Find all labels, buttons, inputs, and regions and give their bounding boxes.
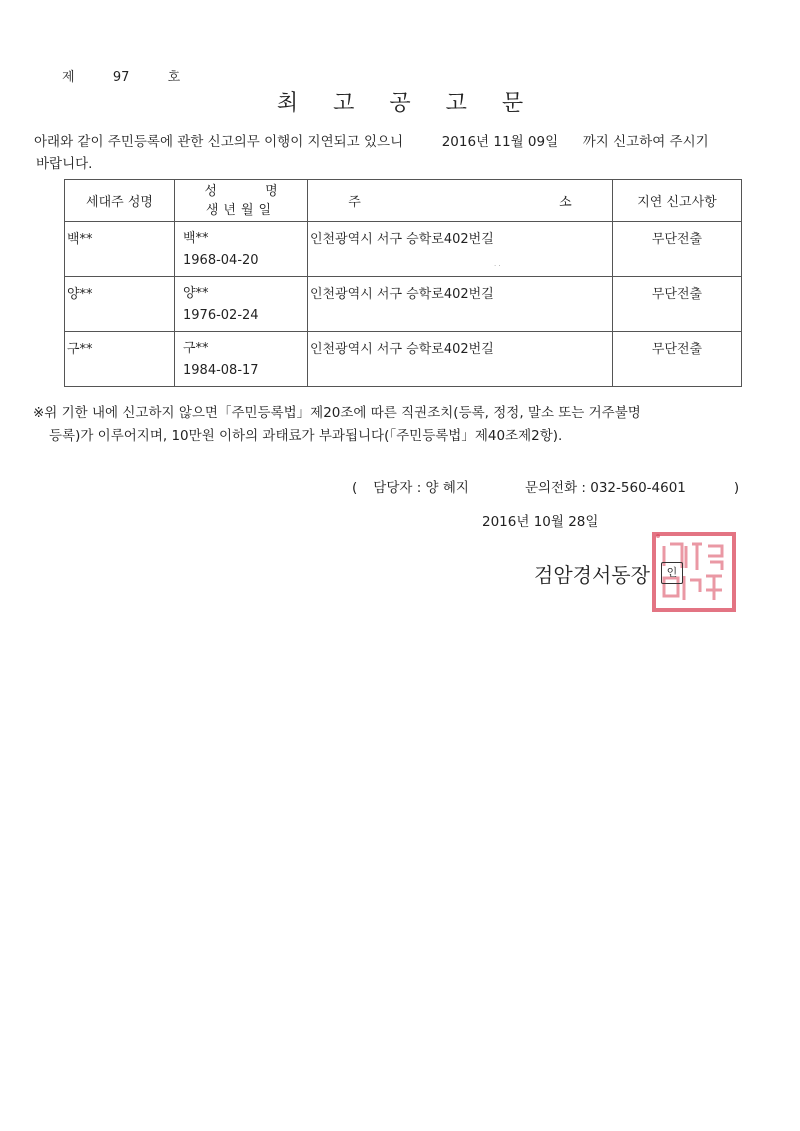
signer-name: 검암경서동장 <box>534 563 650 587</box>
seal-mark: 인 <box>661 562 683 584</box>
header-birth: 생년월일 <box>205 202 277 218</box>
cell-head: 양** <box>65 277 175 332</box>
header-name-birth <box>175 180 308 222</box>
cell-name: 구** <box>183 341 209 356</box>
title-char: 고 <box>333 91 355 116</box>
title-char: 공 <box>389 91 411 116</box>
scan-speck: · · <box>494 262 501 270</box>
header-address-left: 주 <box>348 195 361 210</box>
table-row <box>65 277 742 332</box>
table-row <box>65 332 742 387</box>
header-address <box>308 180 613 222</box>
notice-table <box>64 179 742 387</box>
cell-address: 인천광역시 서구 승학로402번길 <box>308 332 613 387</box>
cell-address: 인천광역시 서구 승학로402번길 <box>308 277 613 332</box>
notice-line-1: ※위 기한 내에 신고하지 않으면「주민등록법」제20조에 따른 직권조치(등록, 정정, 말소 또는 거주불명 <box>33 405 641 421</box>
cell-head: 백** <box>65 222 175 277</box>
contact-manager: 담당자 : 양 혜지 <box>373 480 469 496</box>
cell-address: 인천광역시 서구 승학로402번길 <box>308 222 613 277</box>
cell-name-birth <box>175 222 308 277</box>
header-head-name: 세대주 성명 <box>65 180 175 222</box>
cell-name: 양** <box>183 286 209 301</box>
header-name: 성 명 <box>204 183 300 199</box>
cell-name: 백** <box>183 231 209 246</box>
cell-delay: 무단전출 <box>613 277 742 332</box>
cell-delay: 무단전출 <box>613 332 742 387</box>
contact-close-paren: ) <box>733 480 740 496</box>
table-row <box>65 222 742 277</box>
cell-head: 구** <box>65 332 175 387</box>
intro-text-a: 아래와 같이 주민등록에 관한 신고의무 이행이 지연되고 있으니 <box>34 134 404 150</box>
cell-birth: 1976-02-24 <box>183 308 259 323</box>
doc-number-suffix: 호 <box>167 70 181 85</box>
header-delay: 지연 신고사항 <box>613 180 742 222</box>
cell-name-birth <box>175 332 308 387</box>
title-char: 고 <box>445 91 467 116</box>
table-header-row <box>65 180 742 222</box>
issue-date: 2016년 10월 28일 <box>482 514 599 530</box>
notice-line-2: 등록)가 이루어지며, 10만원 이하의 과태료가 부과됩니다(「주민등록법」제40조제2항). <box>49 428 563 444</box>
contact-info <box>352 476 739 496</box>
contact-phone: 문의전화 : 032-560-4601 <box>524 480 686 496</box>
intro-line-1 <box>34 130 709 150</box>
document-number <box>62 66 180 85</box>
cell-birth: 1984-08-17 <box>183 363 259 378</box>
title-char: 문 <box>501 91 524 116</box>
doc-number-prefix: 제 <box>62 70 75 85</box>
cell-name-birth <box>175 277 308 332</box>
intro-text-b: 까지 신고하여 주시기 <box>582 134 709 150</box>
header-address-right: 소 <box>559 195 572 210</box>
intro-line-2: 바랍니다. <box>36 156 93 172</box>
doc-number-value: 97 <box>112 70 130 85</box>
title-char: 최 <box>276 91 299 116</box>
deadline-date: 2016년 11월 09일 <box>441 134 559 150</box>
contact-open-paren: ( <box>352 480 358 496</box>
cell-delay: 무단전출 <box>613 222 742 277</box>
cell-birth: 1968-04-20 <box>183 253 259 268</box>
page-title <box>0 86 800 117</box>
